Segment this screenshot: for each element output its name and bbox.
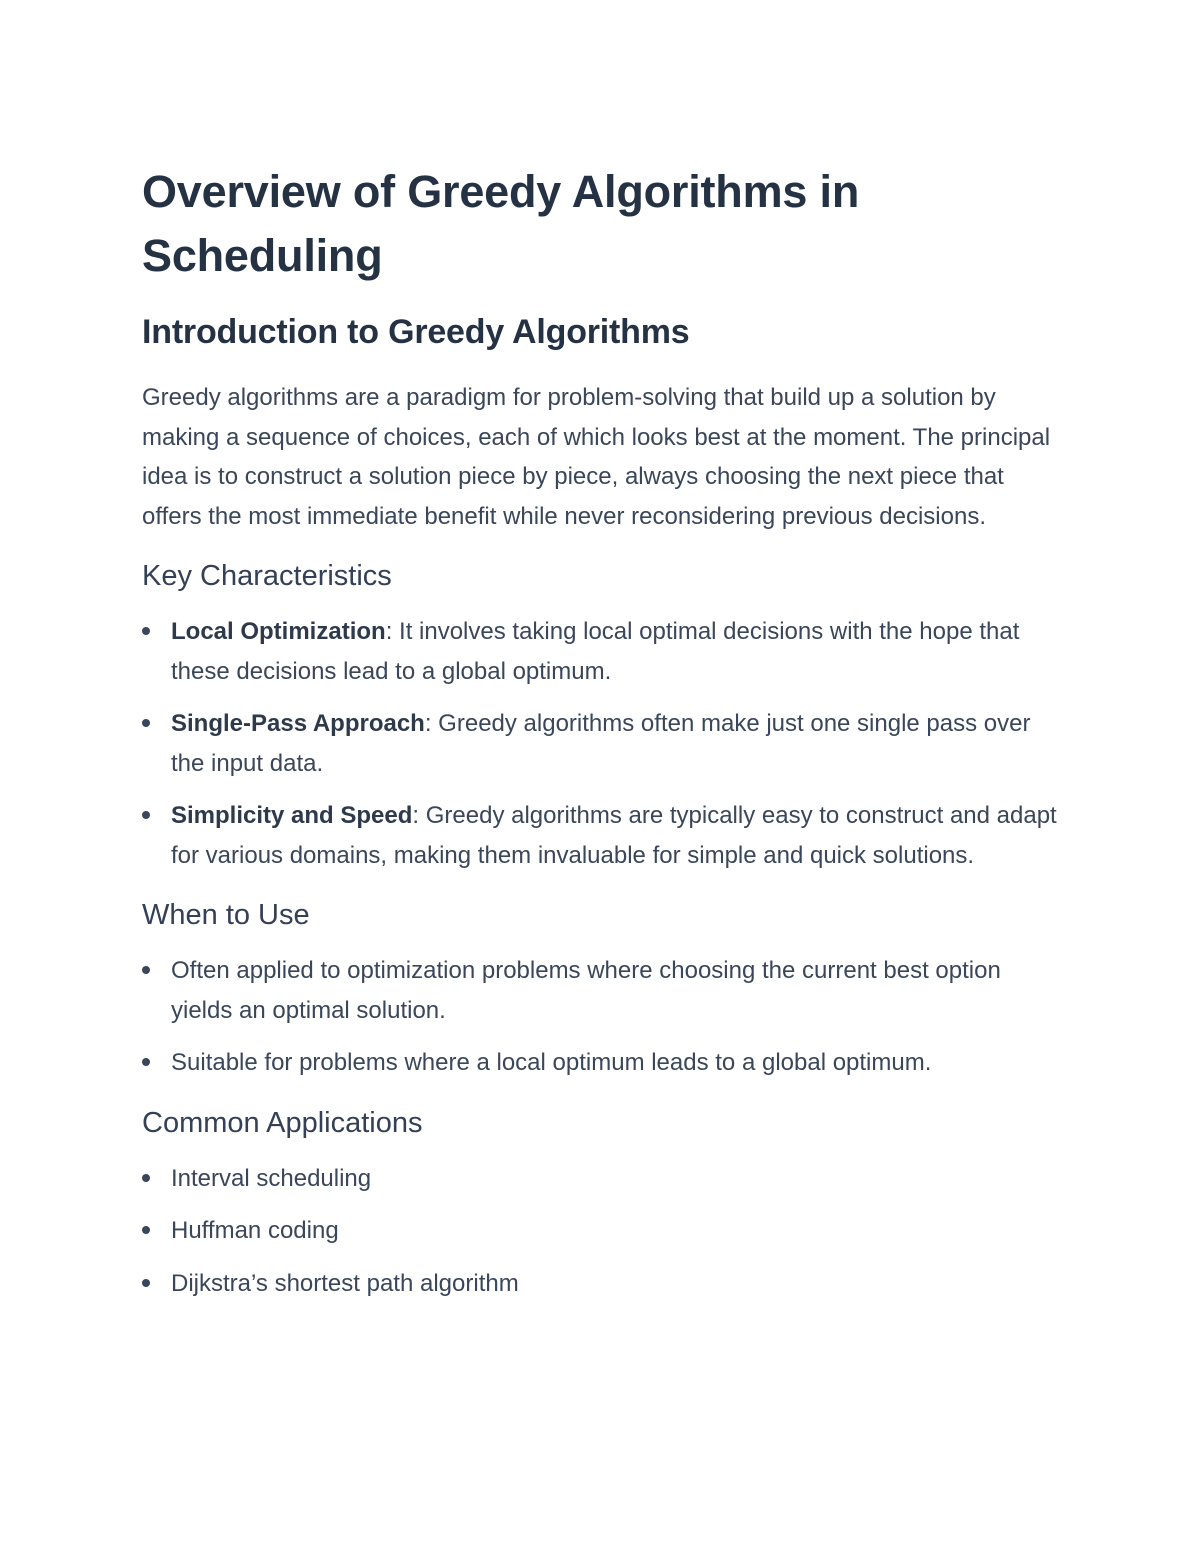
list-item-text: Interval scheduling <box>171 1164 372 1192</box>
list-item-text: Suitable for problems where a local optimum leads to a global optimum. <box>171 1049 932 1076</box>
list-item-text: Often applied to optimization problems where choosing the current best option yields an optimal solution. <box>171 957 1001 1024</box>
list-item-term: Local Optimization <box>171 618 386 645</box>
bullet-icon <box>142 627 150 635</box>
bullet-icon <box>142 1058 150 1066</box>
when-to-use-heading: When to Use <box>142 899 310 931</box>
bullet-icon <box>142 1174 150 1182</box>
list-item <box>142 1043 1062 1083</box>
when-to-use-list <box>142 951 1062 1083</box>
common-applications-list <box>142 1159 1062 1304</box>
list-item-desc: : Greedy algorithms often make just one single pass over the input data. <box>171 710 1031 777</box>
list-item <box>142 704 1062 783</box>
list-item <box>142 1211 1062 1251</box>
list-item-desc: : Greedy algorithms are typically easy to construct and adapt for various domains, making them invaluable for simple and quick solutions. <box>171 802 1057 869</box>
list-item <box>142 1264 1062 1304</box>
bullet-icon <box>142 811 150 819</box>
bullet-icon <box>142 719 150 727</box>
key-characteristics-list <box>142 612 1062 875</box>
common-applications-heading: Common Applications <box>142 1106 423 1139</box>
bullet-icon <box>142 1279 150 1287</box>
page-title: Overview of Greedy Algorithms in Scheduling <box>142 166 860 281</box>
document-page <box>142 160 1062 1316</box>
bullet-icon <box>142 966 150 974</box>
intro-paragraph: Greedy algorithms are a paradigm for problem-solving that build up a solution by making a sequence of choices, each of which looks best at the moment. The principal idea is to construct a solution piece by piece, always choosing the next piece that offers the most immediate benefit while never reconsidering previous decisions. <box>142 384 1051 530</box>
list-item-term: Simplicity and Speed <box>171 802 413 829</box>
list-item-text: Dijkstra’s shortest path algorithm <box>171 1269 519 1297</box>
list-item <box>142 951 1062 1030</box>
list-item-desc: : It involves taking local optimal decisions with the hope that these decisions lead to a global optimum. <box>171 618 1020 685</box>
list-item <box>142 612 1062 691</box>
key-characteristics-heading: Key Characteristics <box>142 560 392 592</box>
list-item <box>142 796 1062 875</box>
list-item-text: Huffman coding <box>171 1217 339 1244</box>
bullet-icon <box>142 1226 150 1234</box>
list-item <box>142 1159 1062 1199</box>
section-heading: Introduction to Greedy Algorithms <box>142 313 690 351</box>
list-item-term: Single-Pass Approach <box>171 710 425 737</box>
